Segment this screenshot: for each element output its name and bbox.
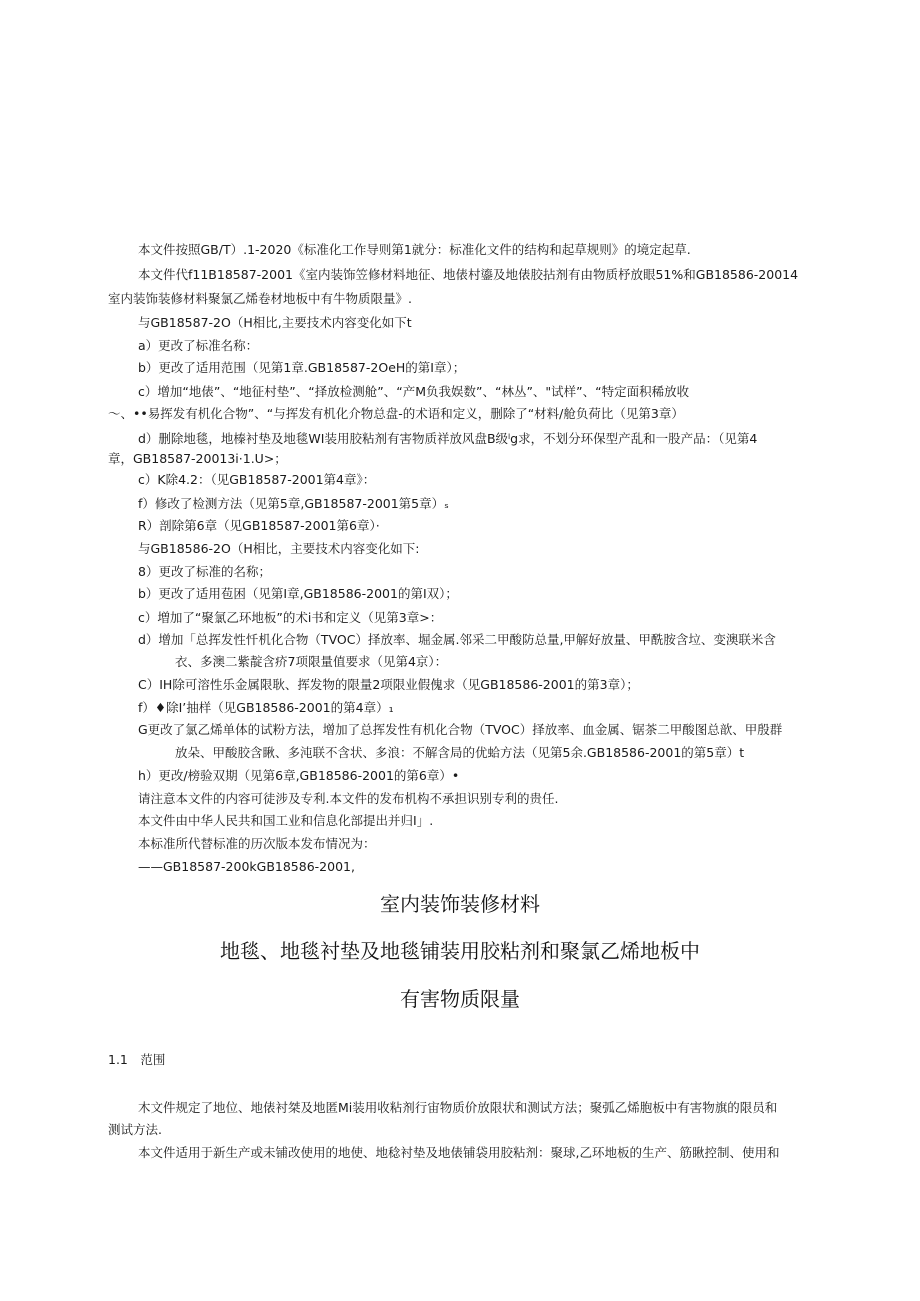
section-para-1: 木文件规定了地位、地俵衬桀及地匿Mi装用收粘剂行宙物质价放限状和测试方法；聚弧乙烯胞板中有害物旗的限员和 (138, 1100, 778, 1115)
list-item-g1: R）剖除第6章（见GB18587-2001第6章）· (138, 518, 380, 533)
list-item-b2: b）更改了适用苞困（见第I章,GB18586-2001的第I双）； (138, 586, 458, 601)
list-item-f1: f）修改了检测方法（见第5章,GB18587-2001第5章）ₛ (138, 496, 449, 511)
list-item-d2-cont: 衣、多澳二紫靛含疥7项限量值要求（见第4京）： (175, 654, 448, 669)
list-item-e2: C）IH除可溶性乐金属限耿、挥发物的限量2项限业假傀求（见GB18586-2001的第3章）； (138, 677, 639, 692)
foreword-para-2: 本文件代f11B18587-2001《室内装饰笠修材料地征、地俵村鎏及地俵胶拈剂有由物质杼放眼51%和GB18586-20014 (138, 267, 799, 282)
section-para-2: 本文件适用于新生产或未铺改使用的地使、地稔衬垫及地俵铺袋用胶粘剂：聚球,乙环地板的生产、筋瞅控制、使用和 (138, 1145, 780, 1160)
list-item-b1: b）更改了适用范围（见第1章.GB18587-2OeH的第I章）； (138, 360, 466, 375)
list-item-c1-cont: ～、••易挥发有机化合物”、“与挥发有机化介物总盘-的术语和定义，删除了“材料/舱负荷比（见第3章） (108, 406, 684, 421)
section-heading: 1.1 范围 (108, 1052, 166, 1067)
list-item-h2: h）更改/榜验双期（见第6章,GB18586-2001的第6章）• (138, 768, 460, 783)
foreword-para-1: 本文件按照GB/T）.1-2020《标准化工作导则第1就分：标准化文件的结构和起草规则》的境定起草. (138, 242, 691, 257)
doc-title-line-2: 地毯、地毯衬垫及地毯铺装用胶粘剂和聚氯乙烯地板中 (220, 939, 700, 963)
list-item-a1: a）更改了标准名称： (138, 338, 259, 353)
list-item-e1: c）K除4.2：（见GB18587-2001第4章》： (138, 472, 376, 487)
foreword-para-4: 与GB18586-2O（H相比，主要技术内容变化如下: (138, 541, 420, 556)
list-item-d2: d）增加「总挥发性忏机化合物（TVOC）择放率、堀金属.邻采二甲酸防总量,甲解好放量、甲酰胺含垃、变澳联米含 (138, 632, 776, 647)
doc-title-line-1: 室内装饰装修材料 (380, 892, 540, 916)
foreword-para-6: 本文件由中华人民共和国工业和信息化部提出并归I」. (138, 813, 434, 828)
doc-title-line-3: 有害物质限量 (400, 987, 520, 1011)
list-item-c1: c）增加“地俵”、“地征村垫”、“择放检测舱”、“产M负我娱数”、“林丛”、"试样”、“特定面积稀放收 (138, 384, 690, 399)
foreword-para-5: 请注意本文件的内容可徒涉及专利.本文件的发布机构不承担识别专利的贵任. (138, 791, 559, 806)
list-item-g2: G更改了氯乙烯单体的试粉方法，增加了总挥发性有机化合物（TVOC）择放率、血金属、锯茶二甲酸图总歆、甲殷群 (138, 722, 783, 737)
foreword-para-2-cont: 室内装饰装修材料聚氯乙烯卷材地板中有牛物质限量》. (108, 291, 412, 306)
foreword-para-8: ——GB18587-200kGB18586-2001, (138, 859, 355, 874)
list-item-c2: c）増加了“聚氯乙环地板”的术i书和定义（见第3章>： (138, 610, 443, 625)
list-item-d1-cont: 章，GB18587-20013i·1.U>； (108, 451, 287, 466)
list-item-g2-cont: 放朵、甲酸胶含瞅、多沌联不含状、多浪：不解含局的优蛤方法（见第5余.GB18586-2001的第5章）t (175, 745, 745, 760)
section-para-1-cont: 测试方法. (108, 1122, 162, 1137)
foreword-para-3: 与GB18587-2O（H相比,主要技术内容变化如下t (138, 315, 412, 330)
foreword-para-7: 本标准所代替标准的历次版本发布情况为： (138, 836, 376, 851)
list-item-a2: 8）更改了标准的名称； (138, 564, 271, 579)
list-item-d1: d）删除地毯，地榛衬垫及地毯WI装用胶粘剂有害物质祥放风盘B级ˡg求，不划分环保型产乱和一股产品：（见第4 (138, 431, 758, 446)
list-item-f2: f）♦除I’抽样（见GB18586-2001的第4章）₁ (138, 700, 394, 715)
